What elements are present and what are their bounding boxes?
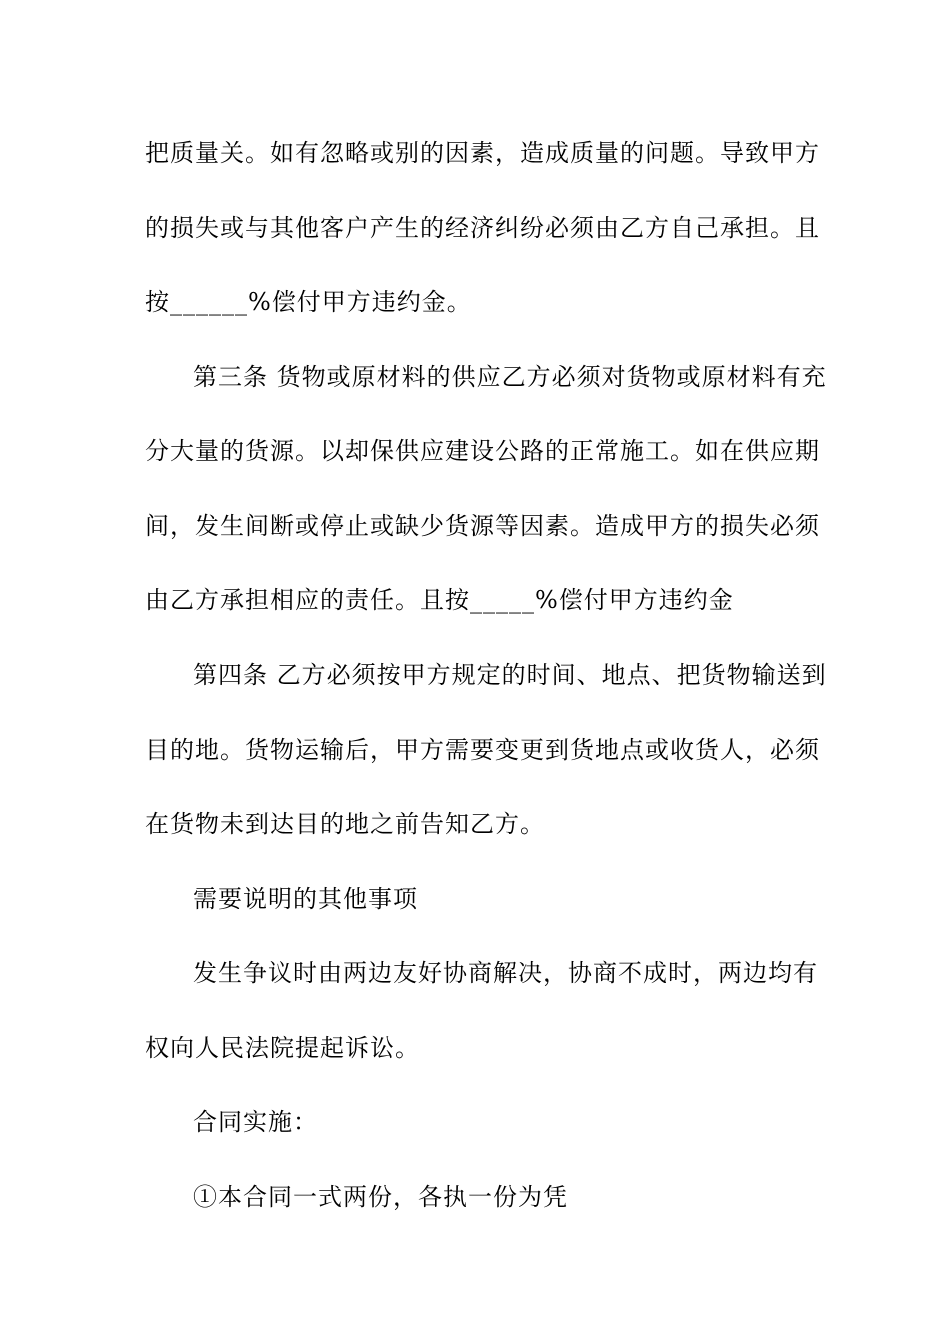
text-line: 按______%偿付甲方违约金。 [145,288,472,316]
text-line: 目的地。货物运输后，甲方需要变更到货地点或收货人，必须 [145,736,820,764]
article-4-heading-line: 第四条 乙方必须按甲方规定的时间、地点、把货物输送到 [193,661,827,689]
text-line: 权向人民法院提起诉讼。 [145,1034,420,1062]
section-heading: 合同实施： [193,1108,318,1136]
text-line: 分大量的货源。以却保供应建设公路的正常施工。如在供应期 [145,437,820,465]
section-heading: 需要说明的其他事项 [193,885,418,913]
list-item: ①本合同一式两份，各执一份为凭 [193,1183,568,1211]
text-line: 把质量关。如有忽略或别的因素，造成质量的问题。导致甲方 [145,139,820,167]
text-line: 在货物未到达目的地之前告知乙方。 [145,810,545,838]
text-line: 的损失或与其他客户产生的经济纠纷必须由乙方自己承担。且 [145,214,820,242]
article-3-heading-line: 第三条 货物或原材料的供应乙方必须对货物或原材料有充 [193,363,827,391]
text-line: 间，发生间断或停止或缺少货源等因素。造成甲方的损失必须 [145,512,820,540]
text-line: 由乙方承担相应的责任。且按_____%偿付甲方违约金 [145,586,734,614]
text-line: 发生争议时由两边友好协商解决，协商不成时，两边均有 [193,959,818,987]
